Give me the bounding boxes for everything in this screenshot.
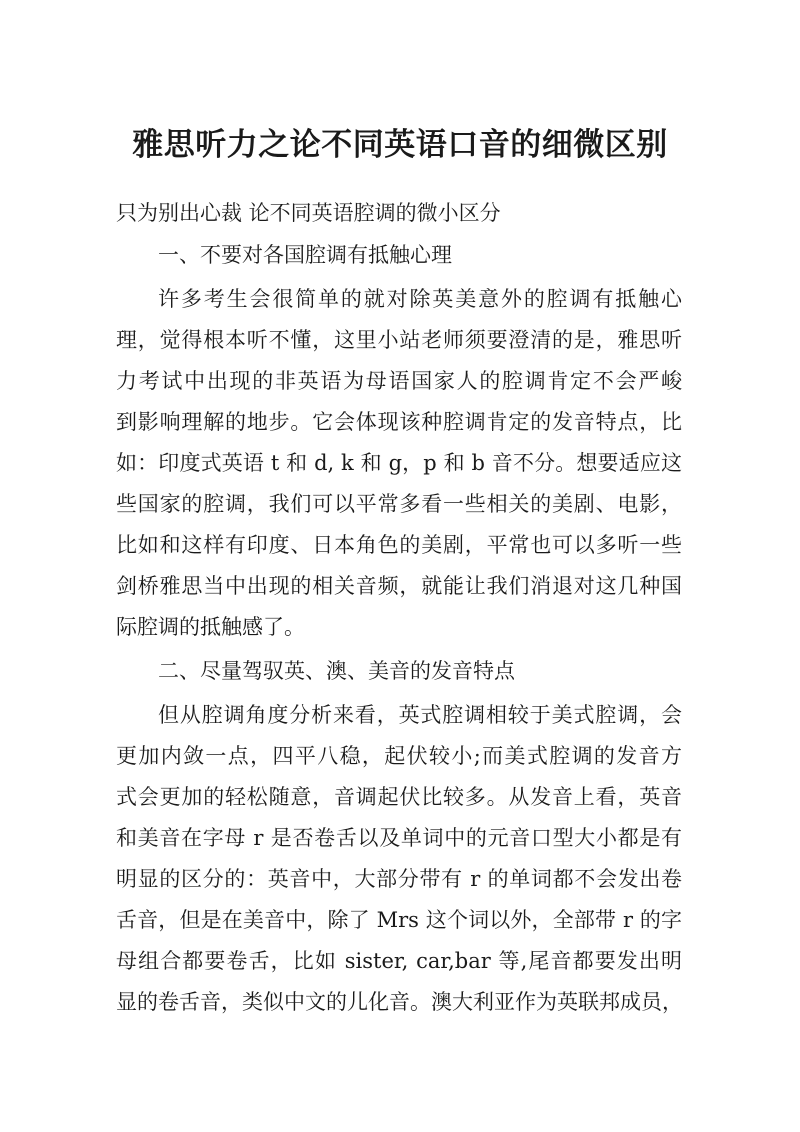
paragraph-1-line: 际腔调的抵触感了。 (116, 615, 305, 639)
section-heading-2: 二、尽量驾驭英、澳、美音的发音特点 (158, 659, 515, 683)
paragraph-2-line: 更加内敛一点，四平八稳，起伏较小;而美式腔调的发音方 (116, 744, 682, 768)
paragraph-1-line: 力考试中出现的非英语为母语国家人的腔调肯定不会严峻 (116, 369, 682, 393)
paragraph-2-line: 但从腔调角度分析来看，英式腔调相较于美式腔调，会 (158, 703, 682, 727)
paragraph-1-line: 剑桥雅思当中出现的相关音频，就能让我们消退对这几种国 (116, 574, 682, 598)
paragraph-1-line: 许多考生会很简单的就对除英美意外的腔调有抵触心 (158, 287, 682, 311)
paragraph-2-line: 式会更加的轻松随意，音调起伏比较多。从发音上看，英音 (116, 785, 682, 809)
paragraph-2-line: 母组合都要卷舌，比如 sister, car,bar 等,尾音都要发出明 (116, 949, 682, 973)
paragraph-1-line: 理，觉得根本听不懂，这里小站老师须要澄清的是，雅思听 (116, 328, 682, 352)
paragraph-2-line: 和美音在字母 r 是否卷舌以及单词中的元音口型大小都是有 (116, 826, 682, 850)
document-subtitle: 只为别出心裁 论不同英语腔调的微小区分 (116, 201, 501, 225)
paragraph-2-line: 舌音，但是在美音中，除了 Mrs 这个词以外，全部带 r 的字 (116, 908, 682, 932)
paragraph-2-line: 明显的区分的：英音中，大部分带有 r 的单词都不会发出卷 (116, 867, 682, 891)
section-heading-1: 一、不要对各国腔调有抵触心理 (158, 243, 452, 267)
paragraph-2-line: 显的卷舌音，类似中文的儿化音。澳大利亚作为英联邦成员， (116, 990, 683, 1014)
paragraph-1-line: 如：印度式英语 t 和 d, k 和 g，p 和 b 音不分。想要适应这 (116, 451, 682, 475)
paragraph-1-line: 到影响理解的地步。它会体现该种腔调肯定的发音特点，比 (116, 410, 682, 434)
document-title: 雅思听力之论不同英语口音的细微区别 (132, 127, 668, 163)
paragraph-1-line: 些国家的腔调，我们可以平常多看一些相关的美剧、电影， (116, 492, 682, 516)
paragraph-1-line: 比如和这样有印度、日本角色的美剧，平常也可以多听一些 (116, 533, 682, 557)
